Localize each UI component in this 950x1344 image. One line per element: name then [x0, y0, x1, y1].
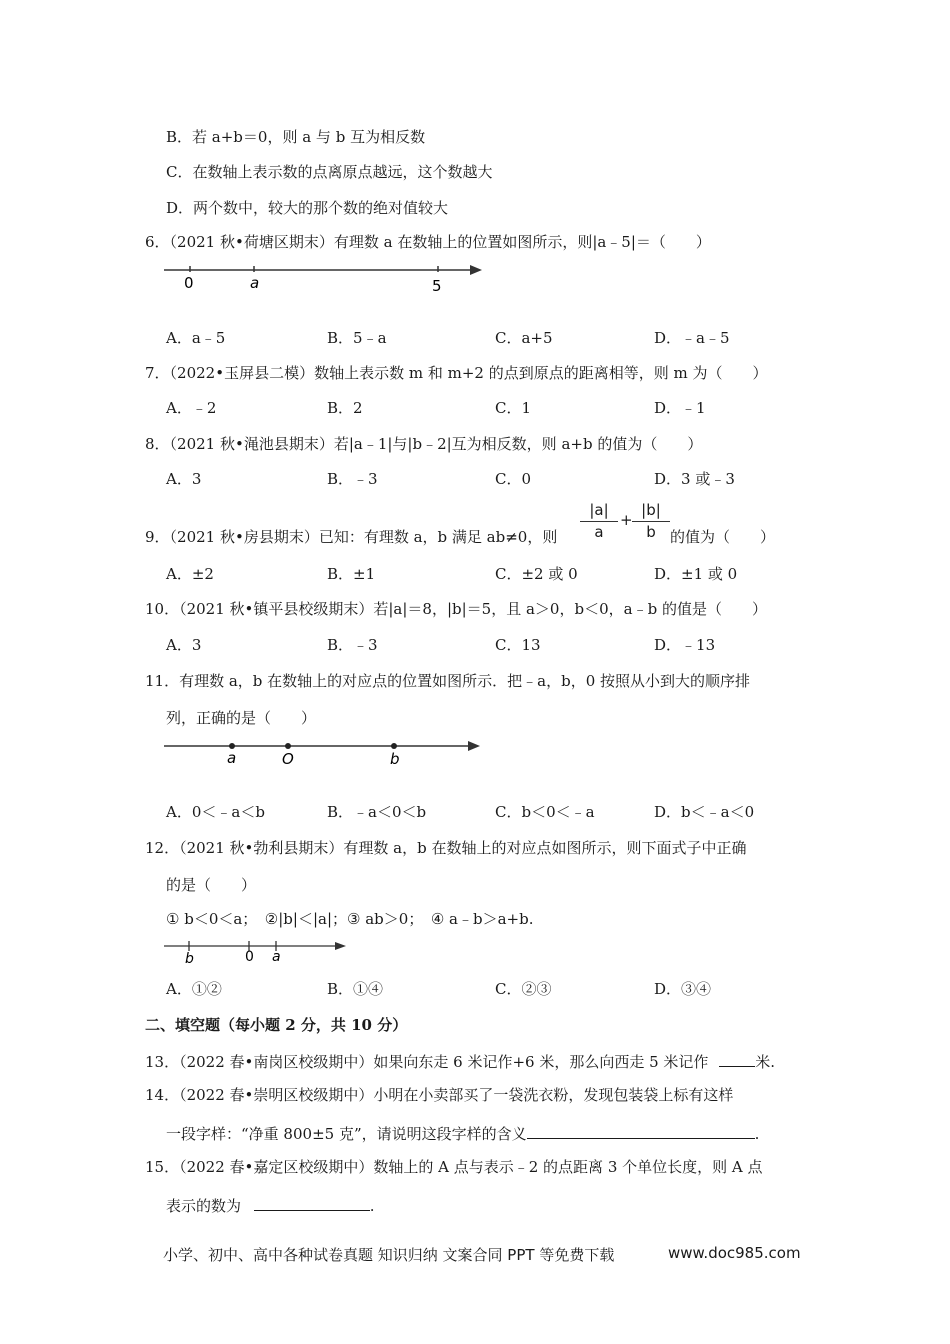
q6-axis-label-5: 5	[432, 277, 442, 295]
q7-option-a: A．﹣2	[166, 399, 217, 417]
q9-stem-post: 的值为（ ）	[670, 528, 776, 546]
q15-stem-line2-pre: 表示的数为	[166, 1197, 242, 1215]
q10-option-b: B．﹣3	[327, 636, 378, 654]
q12-stem-line1: 12．（2021 秋•勃利县期末）有理数 a，b 在数轴上的对应点如图所示，则下面式子中正确	[145, 839, 747, 857]
q12-axis-label-0: 0	[245, 949, 254, 965]
q12-statements: ① b＜0＜a； ②|b|＜|a|；③ ab＞0； ④ a﹣b＞a+b.	[166, 910, 534, 928]
q8-stem: 8．（2021 秋•渑池县期末）若|a﹣1|与|b﹣2|互为相反数，则 a+b 的值为（ ）	[145, 435, 703, 453]
footer-promo-text: 小学、初中、高中各种试卷真题 知识归纳 文案合同 PPT 等免费下载	[163, 1246, 615, 1264]
q8-option-b: B．﹣3	[327, 470, 378, 488]
q14-answer-blank[interactable]	[527, 1122, 755, 1139]
q9-frac2-denominator: b	[646, 523, 656, 541]
q15-answer-blank[interactable]	[254, 1194, 370, 1211]
q12-stem-line2: 的是（ ）	[166, 876, 257, 894]
q11-axis-label-a: a	[227, 749, 237, 767]
q13-answer-blank[interactable]	[719, 1050, 755, 1067]
q8-option-a: A．3	[166, 470, 202, 488]
q6-axis-label-0: 0	[184, 274, 194, 292]
q8-option-d: D．3 或﹣3	[654, 470, 735, 488]
q11-option-a: A．0＜﹣a＜b	[166, 803, 265, 821]
q12-axis-label-b: b	[185, 951, 194, 967]
q11-option-b: B．﹣a＜0＜b	[327, 803, 427, 821]
q10-stem: 10．（2021 秋•镇平县校级期末）若|a|＝8，|b|＝5，且 a＞0，b＜0，a﹣b 的值是（ ）	[145, 600, 767, 618]
q7-option-c: C．1	[495, 399, 532, 417]
q10-option-d: D．﹣13	[654, 636, 716, 654]
q9-fraction-1	[580, 500, 618, 542]
q11-axis-label-o: O	[282, 750, 294, 768]
q9-option-a: A．±2	[166, 565, 214, 583]
q14-stem-line2-pre: 一段字样：“净重 800±5 克”，请说明这段字样的含义	[166, 1125, 527, 1143]
q9-plus: +	[620, 511, 633, 529]
q6-axis-label-a: a	[250, 274, 260, 292]
q15-stem-line1: 15．（2022 春•嘉定区校级期中）数轴上的 A 点与表示﹣2 的点距离 3 个单位长度，则 A 点	[145, 1158, 763, 1176]
q11-option-c: C．b＜0＜﹣a	[495, 803, 595, 821]
q6-option-d: D．﹣a﹣5	[654, 329, 730, 347]
q10-option-c: C．13	[495, 636, 541, 654]
q9-option-b: B．±1	[327, 565, 376, 583]
q5-option-b: B．若 a+b＝0，则 a 与 b 互为相反数	[166, 128, 426, 146]
q9-fraction-2	[632, 500, 670, 542]
q7-option-d: D．﹣1	[654, 399, 706, 417]
q8-option-c: C．0	[495, 470, 532, 488]
q11-stem-line2: 列，正确的是（ ）	[166, 709, 317, 727]
q6-option-a: A．a﹣5	[166, 329, 226, 347]
q15-stem-line2-post: .	[369, 1197, 375, 1215]
q9-option-d: D．±1 或 0	[654, 565, 738, 583]
q11-number-line	[164, 738, 494, 770]
q11-option-d: D．b＜﹣a＜0	[654, 803, 755, 821]
q14-stem-line2	[166, 1122, 759, 1144]
q13-stem-pre: 13．（2022 春•南岗区校级期中）如果向东走 6 米记作+6 米，那么向西走 5 米记作	[145, 1053, 709, 1071]
q14-stem-line1: 14．（2022 春•崇明区校级期中）小明在小卖部买了一袋洗衣粉，发现包装袋上标有这样	[145, 1086, 734, 1104]
q10-option-a: A．3	[166, 636, 202, 654]
q11-stem-line1: 11．有理数 a，b 在数轴上的对应点的位置如图所示．把﹣a，b，0 按照从小到大的顺序排	[145, 672, 751, 690]
q11-axis-label-b: b	[390, 750, 400, 768]
q6-number-line	[164, 258, 494, 298]
q12-option-d: D．③④	[654, 980, 712, 998]
q9-stem-pre: 9．（2021 秋•房县期末）已知：有理数 a，b 满足 ab≠0，则	[145, 528, 558, 546]
q6-stem: 6．（2021 秋•荷塘区期末）有理数 a 在数轴上的位置如图所示，则|a﹣5|＝（ ）	[145, 233, 711, 251]
q6-option-b: B．5﹣a	[327, 329, 387, 347]
q14-stem-line2-post: .	[754, 1125, 760, 1143]
q13-stem-post: 米.	[755, 1053, 775, 1071]
q9-option-c: C．±2 或 0	[495, 565, 578, 583]
q13-stem	[145, 1050, 775, 1072]
q5-option-d: D．两个数中，较大的那个数的绝对值较大	[166, 199, 449, 217]
q9-frac1-denominator: a	[594, 523, 604, 541]
q12-option-b: B．①④	[327, 980, 384, 998]
q6-option-c: C．a+5	[495, 329, 553, 347]
section-heading-fill-in: 二、填空题（每小题 2 分，共 10 分）	[145, 1016, 408, 1034]
q7-stem: 7．（2022•玉屏县二模）数轴上表示数 m 和 m+2 的点到原点的距离相等，则 m 为（ ）	[145, 364, 768, 382]
q12-option-a: A．①②	[166, 980, 222, 998]
q9-frac2-numerator: |b|	[641, 501, 661, 519]
q15-stem-line2	[166, 1194, 375, 1216]
q12-axis-label-a: a	[272, 949, 281, 965]
q9-frac1-numerator: |a|	[589, 501, 609, 519]
q7-option-b: B．2	[327, 399, 363, 417]
q5-option-c: C．在数轴上表示数的点离原点越远，这个数越大	[166, 163, 493, 181]
footer-website-link[interactable]: www.doc985.com	[668, 1244, 801, 1262]
q12-option-c: C．②③	[495, 980, 552, 998]
q12-number-line	[164, 938, 364, 968]
